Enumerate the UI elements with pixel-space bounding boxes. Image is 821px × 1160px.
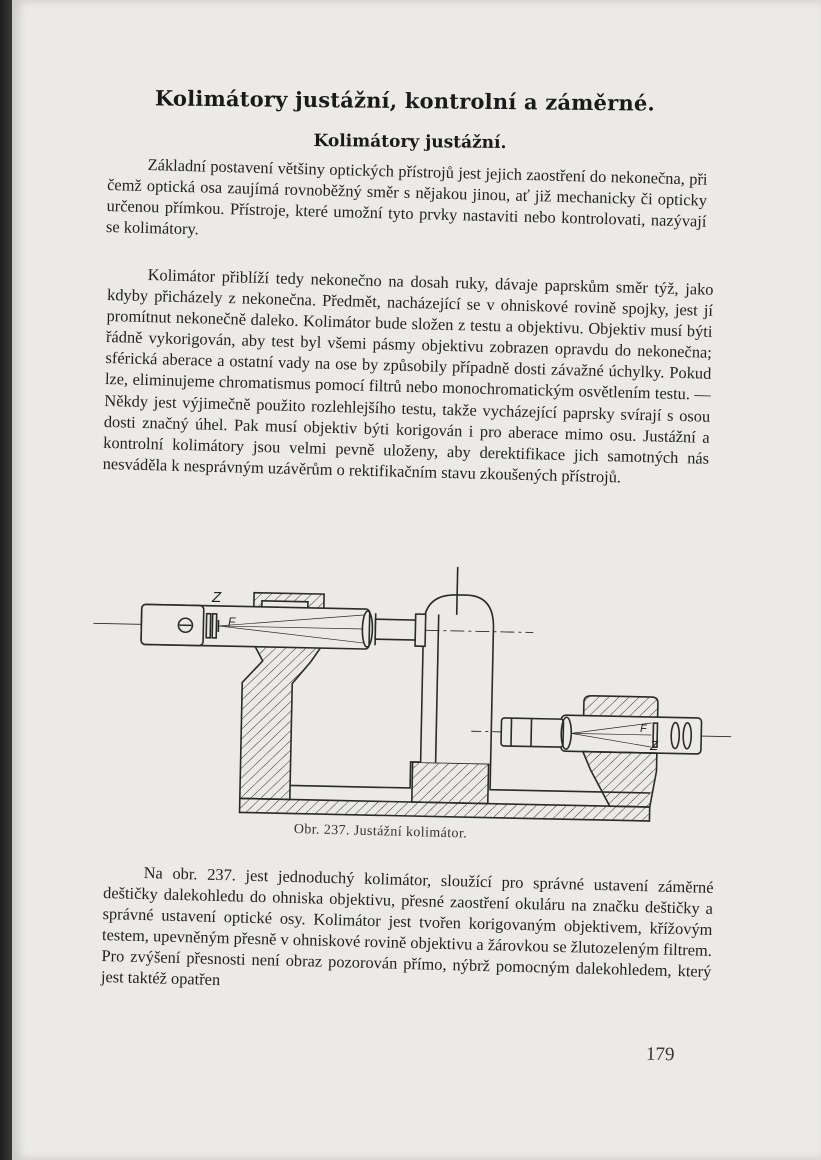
label-f-left: F	[228, 615, 236, 629]
label-f-right: F	[640, 723, 647, 735]
label-z-right: Z	[650, 738, 658, 753]
book-spine-shadow	[0, 0, 12, 1160]
right-stand	[584, 696, 658, 718]
collimator-diagram	[92, 566, 732, 828]
lamp-housing	[141, 604, 204, 645]
section-subtitle: Kolimátory justážní.	[313, 131, 507, 154]
chapter-title: Kolimátory justážní, kontrolní a záměrné.	[154, 85, 656, 116]
paragraph-1: Základní postavení většiny optických přístrojů jest jejich zaostření do nekonečna, při čemž optická osa zaujímá rovnoběžný směr s nějakou jinou, ať již mechanicky či opticky určenou přímkou. Přístroje, které umožní tyto prvky nastaviti nebo kontrolovati, nazývají se kolimátory.	[105, 155, 708, 239]
figure-caption: Obr. 237. Justážní kolimátor.	[293, 822, 468, 842]
center-column	[421, 594, 495, 763]
page-number: 179	[645, 1043, 675, 1066]
paragraph-2: Kolimátor přiblíží tedy nekonečno na dosah ruky, dávaje paprskům směr týž, jako kdyby přicházely z nekonečna. Předmět, nacházející se v ohniskové rovině spojky, jest jí promítnut nekonečně daleko. Kolimátor bude složen z testu a objektivu. Objektiv musí býti řádně vykorigován, aby test byl všemi pásmy objektivu zobrazen opravdu do nekonečna; sférická aberace a ostatní vady na ose by způsobily případně dosti závažné úchylky. Pokud lze, eliminujeme chromatismus pomocí filtrů nebo monochromatickým osvětlením testu. — Někdy jest výjimečně použito rozlehlejšího testu, takže vycházející paprsky svírají s osou dosti značný úhel. Pak musí objektiv býti korigován i pro aberace mimo osu. Justážní a kontrolní kolimátory jsou velmi pevně uloženy, aby derektifikace jich samotných nás nesváděla k nesprávným uzávěrům o rektifikačním stavu zkoušených přístrojů.	[102, 265, 714, 487]
center-block	[412, 762, 489, 804]
label-z-left: Z	[212, 589, 222, 606]
paragraph-3: Na obr. 237. jest jednoduchý kolimátor, sloužící pro správné ustavení záměrné deštičky dalekohledu do ohniska objektivu, přesné zaostření okuláru na značku deštičky a správné ustavení optické osy. Kolimátor jest tvořen korigovaným objektivem, křížovým testem, upevněným přesně v ohniskové rovině objektivu a žárovkou se žlutozeleným filtrem. Pro zvýšení přesnosti není obraz pozorován přímo, nýbrž pomocným dalekohledem, který jest taktéž opatřen	[100, 863, 714, 990]
